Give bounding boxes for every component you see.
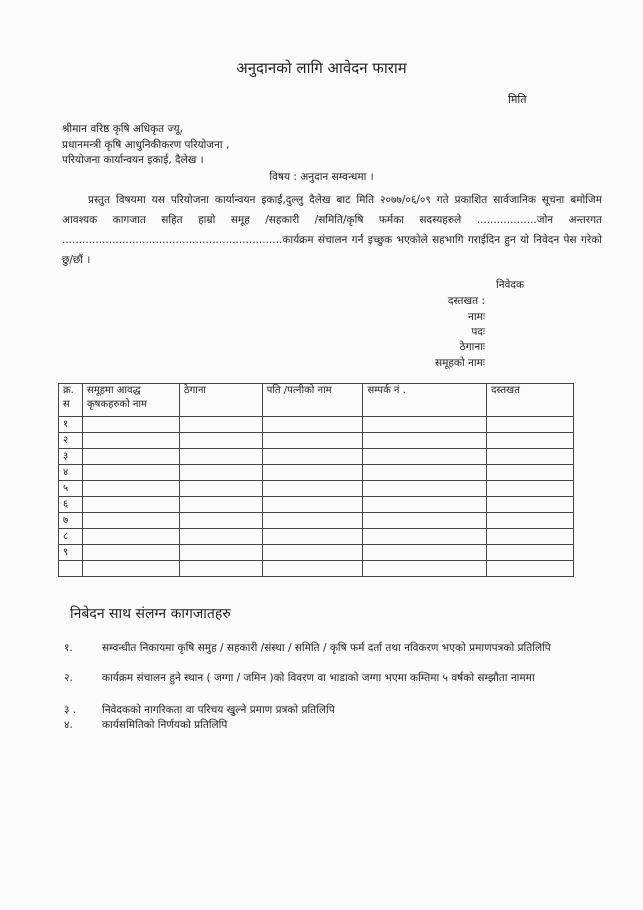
col-contact: सम्पर्क नं .	[363, 384, 487, 417]
blank-cell	[82, 513, 179, 529]
blank-cell	[487, 497, 574, 513]
blank-cell	[179, 481, 262, 497]
blank-cell	[487, 529, 574, 545]
col-serial: क्र. स	[59, 384, 83, 417]
table-row	[59, 449, 574, 465]
blank-cell	[363, 417, 487, 433]
signature-field: दस्तखत :	[447, 295, 485, 307]
blank-cell	[363, 465, 487, 481]
blank-cell	[262, 513, 363, 529]
attachment-number: ३ .	[64, 704, 77, 716]
serial-cell: ८	[59, 529, 83, 545]
attachment-text: कार्यसमितिको निर्णयको प्रतिलिपि	[102, 719, 228, 731]
table-row	[59, 481, 574, 497]
blank-cell	[179, 545, 262, 561]
attachment-text: सम्वन्धीत निकायमा कृषि समुह / सहकारी /संस्था / समिति / कृषि फर्म दर्ता तथा नविकरण भएको प्रमाणपत्रको प्रतिलिपि	[102, 642, 551, 654]
blank-cell	[363, 529, 487, 545]
serial-cell: ५	[59, 481, 83, 497]
blank-cell	[179, 513, 262, 529]
blank-cell	[262, 433, 363, 449]
blank-cell	[82, 417, 179, 433]
date-label: मिति	[508, 93, 527, 106]
table-row	[59, 561, 574, 577]
blank-cell	[363, 433, 487, 449]
blank-cell	[82, 481, 179, 497]
blank-cell	[82, 449, 179, 465]
table-row	[59, 417, 574, 433]
member-table	[58, 383, 574, 577]
attachment-number: २.	[64, 672, 73, 684]
table-row	[59, 529, 574, 545]
blank-cell	[363, 561, 487, 577]
blank-cell	[363, 545, 487, 561]
blank-cell	[262, 497, 363, 513]
group-name-field: समूहको नामः	[434, 357, 485, 369]
table-row	[59, 497, 574, 513]
blank-cell	[179, 449, 262, 465]
blank-cell	[363, 449, 487, 465]
blank-cell	[487, 545, 574, 561]
blank-cell	[487, 481, 574, 497]
position-field: पदः	[471, 326, 485, 338]
blank-cell	[179, 497, 262, 513]
blank-cell	[179, 561, 262, 577]
blank-cell	[262, 417, 363, 433]
serial-cell: ९	[59, 545, 83, 561]
blank-cell	[487, 417, 574, 433]
blank-cell	[487, 561, 574, 577]
blank-cell	[82, 561, 179, 577]
table-header-row	[59, 384, 574, 417]
serial-cell: १	[59, 417, 83, 433]
blank-cell	[82, 465, 179, 481]
addressee-line-3: परियोजना कार्यान्वयन इकाई, दैलेख ।	[62, 154, 204, 166]
serial-cell: ३	[59, 449, 83, 465]
blank-cell	[179, 433, 262, 449]
attachment-text: निवेदकको नागरिकता वा परिचय खुल्ने प्रमाण प्रत्रको प्रतिलिपि	[102, 704, 335, 716]
blank-cell	[487, 513, 574, 529]
blank-cell	[262, 529, 363, 545]
blank-cell	[82, 497, 179, 513]
body-paragraph: प्रस्तुत विषयमा यस परियोजना कार्यान्वयन इकाई,दुल्लु दैलेख बाट मिति २०७७/०६/०९ गते प्रकाशित सार्वजानिक सूचना बमोजिम आवश्यक कागजात सहित हाम्रो समूह /सहकारी /समिति/कृषि फर्मका सदस्यहरुले ..................जोन अन्तरगत ..................................................................कार्यक्रम संचालन गर्न इच्छुक भएकोले सहभागि गराईदिन हुन यो निवेदन पेस गरेको छु/छौं ।	[62, 194, 602, 266]
blank-cell	[82, 529, 179, 545]
attachment-number: ४.	[64, 719, 73, 731]
attachments-heading: निबेदन साथ संलग्न कागजातहरु	[70, 606, 231, 622]
col-signature: दस्तखत	[487, 384, 574, 417]
serial-cell: २	[59, 433, 83, 449]
blank-cell	[179, 529, 262, 545]
name-field: नामः	[468, 311, 485, 323]
blank-cell	[179, 417, 262, 433]
subject-line: विषय : अनुदान सम्वन्धमा ।	[269, 171, 374, 183]
blank-cell	[262, 545, 363, 561]
col-spouse-name: पति /पत्नीको नाम	[262, 384, 363, 417]
addressee-line-1: श्रीमान वरिष्ठ कृषि अधिकृत ज्यू,	[62, 123, 183, 135]
blank-cell	[363, 497, 487, 513]
table-row	[59, 513, 574, 529]
blank-cell	[82, 545, 179, 561]
blank-cell	[262, 465, 363, 481]
serial-cell: ४	[59, 465, 83, 481]
serial-cell	[59, 561, 83, 577]
blank-cell	[179, 465, 262, 481]
blank-cell	[262, 481, 363, 497]
blank-cell	[487, 465, 574, 481]
serial-cell: ७	[59, 513, 83, 529]
table-row	[59, 545, 574, 561]
table-row	[59, 433, 574, 449]
col-address: ठेगाना	[179, 384, 262, 417]
col-farmer-name: समूहमा आवद्ध कृषकहरुको नाम	[82, 384, 179, 417]
addressee-line-2: प्रधानमन्त्री कृषि आधुनिकीकरण परियोजना ,	[62, 139, 230, 151]
blank-cell	[487, 449, 574, 465]
attachment-text: कार्यक्रम संचालन हुने स्थान ( जग्गा / जमिन )को विवरण वा भाडाको जग्गा भएमा कम्तिमा ५ वर्षको सम्झौता नाममा	[102, 672, 535, 684]
form-title: अनुदानको लागि आवेदन फाराम	[236, 59, 407, 77]
blank-cell	[262, 449, 363, 465]
blank-cell	[487, 433, 574, 449]
table-row	[59, 465, 574, 481]
attachment-number: १.	[64, 642, 73, 654]
blank-cell	[363, 481, 487, 497]
applicant-label: निवेदक	[496, 279, 525, 291]
blank-cell	[82, 433, 179, 449]
serial-cell: ६	[59, 497, 83, 513]
blank-cell	[363, 513, 487, 529]
blank-cell	[262, 561, 363, 577]
address-field: ठेगानाः	[459, 341, 485, 353]
